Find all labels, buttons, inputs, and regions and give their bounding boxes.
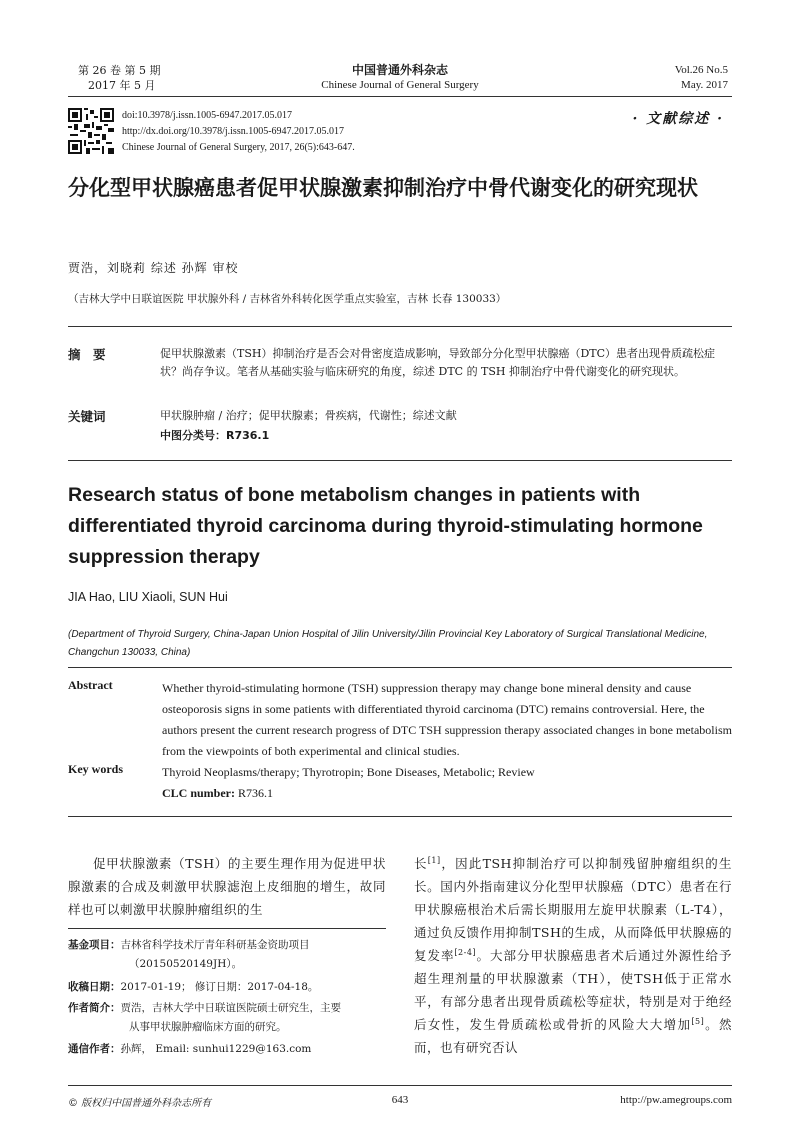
divider-en-top [68, 667, 732, 668]
volume-en: Vol.26 No.5 [674, 64, 728, 76]
abstract-en: Whether thyroid-stimulating hormone (TSH) suppression therapy may change bone mineral density and cause osteoporosis signs in some patients with differentiated thyroid carcinoma (DTC) remains controversial. Here, the authors present the current research progress of DTC TSH suppression therapy associated changes in bone metabolism from the viewpoints of both experimental and clinical studies. [162, 681, 732, 758]
affiliation-en: (Department of Thyroid Surgery, China-Japan Union Hospital of Jilin University/Jilin Provincial Key Laboratory of Surgical Translational Medicine, Changchun 130033, China) [68, 629, 708, 658]
keywords-label-cn: 关键词 [68, 409, 106, 424]
author-info-text: 贾浩，吉林大学中日联谊医院硕士研究生，主要 [120, 1002, 341, 1014]
corr-label: 通信作者： [68, 1043, 121, 1055]
date-cn: 2017 年 5 月 [88, 79, 156, 92]
journal-name-en: Chinese Journal of General Surgery [321, 79, 479, 91]
citation-ref[interactable]: [1] [427, 855, 441, 865]
body-text: 。大部分甲状腺癌患者术后通过外源性给予超生理剂量的甲状腺激素（TH），使TSH低于正常水平，有部分患者出现骨质疏松等症状，特别是对于绝经后女性，发生骨质疏松或骨折的风险大大增加 [414, 948, 732, 1032]
corr-text[interactable]: 孙辉， Email: sunhui1229@163.com [120, 1043, 312, 1055]
footer-rule [68, 1085, 732, 1086]
page-number: 643 [391, 1094, 409, 1106]
clc-value-en: R736.1 [235, 786, 274, 800]
divider-cn-top [68, 326, 732, 327]
clc-cn: 中图分类号：R736.1 [160, 429, 270, 442]
abstract-label-en: Abstract [68, 678, 113, 692]
qr-code-icon [68, 108, 114, 154]
fund-text-cont: （20150520149JH）。 [129, 958, 243, 970]
abstract-label-cn: 摘 要 [68, 347, 106, 362]
doi-link[interactable]: http://dx.doi.org/10.3978/j.issn.1005-6947.2017.05.017 [122, 126, 345, 137]
clc-label-en: CLC number: [162, 786, 236, 800]
clc-en [162, 783, 734, 804]
author-info-cont: 从事甲状腺肿瘤临床方面的研究。 [129, 1021, 287, 1033]
divider-en-bottom [68, 816, 732, 817]
body-text: 长 [414, 856, 428, 871]
authors-en: JIA Hao, LIU Xiaoli, SUN Hui [68, 590, 228, 604]
date-en: May. 2017 [681, 79, 728, 91]
abstract-cn: 促甲状腺激素（TSH）抑制治疗是否会对骨密度造成影响，导致部分分化型甲状腺癌（DTC）患者出现骨质疏松症状？尚存争议。笔者从基础实验与临床研究的角度，综述 DTC 的 TSH 抑制治疗中骨代谢变化的研究现状。 [160, 347, 716, 378]
footnote-correspondence [68, 1040, 386, 1059]
body-text: 。然而，也有研究否认 [414, 1017, 732, 1055]
keywords-en: Thyroid Neoplasms/therapy; Thyrotropin; Bone Diseases, Metabolic; Review [162, 765, 535, 779]
citation-ref[interactable]: [5] [691, 1016, 705, 1026]
footnote-author [68, 999, 386, 1037]
header-volume-cn [78, 63, 160, 93]
footnote-rule [68, 928, 386, 929]
fund-label: 基金项目： [68, 939, 121, 951]
keywords-cn: 甲状腺肿瘤 / 治疗；促甲状腺素；骨疾病，代谢性；综述文献 [160, 409, 457, 422]
affiliation-cn: （吉林大学中日联谊医院 甲状腺外科 / 吉林省外科转化医学重点实验室，吉林 长春 130033） [68, 293, 507, 305]
footnote-fund [68, 936, 386, 974]
body-text: ，因此TSH抑制治疗可以抑制残留肿瘤组织的生长。国内外指南建议分化型甲状腺癌（DTC）患者在行甲状腺癌根治术后需长期服用左旋甲状腺素（L-T4），通过负反馈作用抑制TSH的生成，从而降低甲状腺癌的复发率 [414, 856, 732, 963]
journal-url-link[interactable]: http://pw.amegroups.com [620, 1094, 732, 1106]
header-journal [300, 63, 500, 93]
body-column-left: 促甲状腺激素（TSH）的主要生理作用为促进甲状腺激素的合成及刺激甲状腺滤泡上皮细胞的增生，故同样也可以刺激甲状腺肿瘤组织的生 [68, 856, 386, 917]
header-rule [68, 96, 732, 97]
dates-label: 收稿日期： [68, 981, 121, 993]
journal-name-cn: 中国普通外科杂志 [351, 63, 448, 77]
section-tag: · 文献综述 · [632, 111, 724, 127]
citation-ref[interactable]: [2-4] [454, 947, 477, 957]
title-cn: 分化型甲状腺癌患者促甲状腺激素抑制治疗中骨代谢变化的研究现状 [68, 176, 698, 200]
title-en: Research status of bone metabolism changes in patients with differentiated thyroid carcinoma during thyroid-stimulating hormone suppression therapy [68, 484, 703, 568]
fund-text: 吉林省科学技术厅青年科研基金资助项目 [120, 939, 310, 951]
divider-cn-bottom [68, 460, 732, 461]
body-column-right [414, 852, 732, 1059]
citation-text: Chinese Journal of General Surgery, 2017, 26(5):643-647. [122, 142, 355, 153]
authors-cn: 贾浩，刘晓莉 综述 孙辉 审校 [68, 261, 239, 275]
volume-cn: 第 26 卷 第 5 期 [78, 64, 161, 77]
doi-text: doi:10.3978/j.issn.1005-6947.2017.05.017 [122, 110, 293, 121]
dates-text: 2017-01-19； 修订日期：2017-04-18。 [120, 981, 319, 993]
author-info-label: 作者简介： [68, 1002, 121, 1014]
header-volume-en [675, 63, 728, 93]
doi-block [122, 108, 355, 156]
keywords-label-en: Key words [68, 762, 123, 776]
footnote-dates [68, 978, 386, 997]
copyright-text: © 版权归中国普通外科杂志所有 [68, 1098, 212, 1109]
